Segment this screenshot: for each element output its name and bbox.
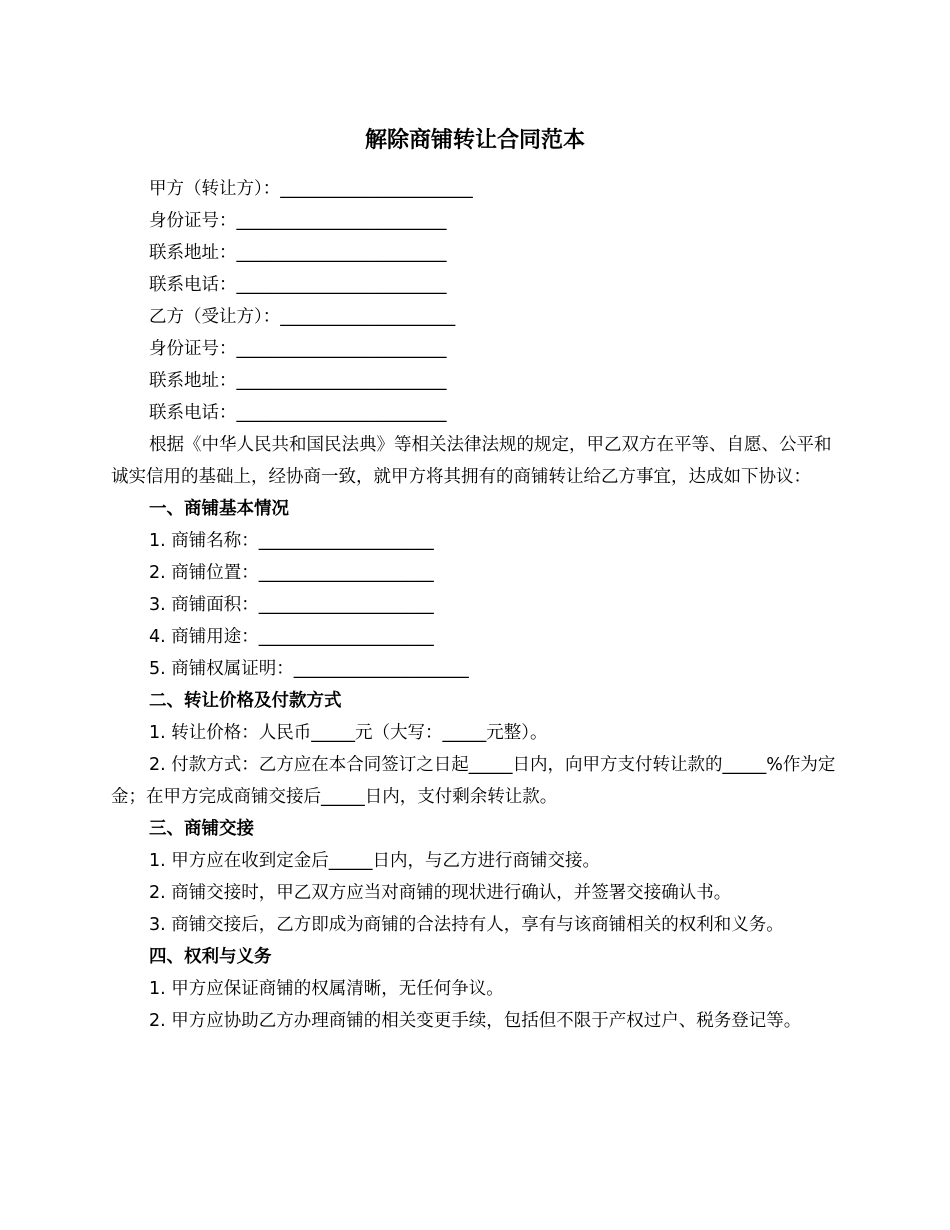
section-item: 3. 商铺面积：____________________ xyxy=(149,595,434,615)
section-heading: 一、商铺基本情况 xyxy=(149,499,289,519)
section-item: 1. 甲方应在收到定金后_____日内，与乙方进行商铺交接。 xyxy=(149,851,601,871)
section-item: 4. 商铺用途：____________________ xyxy=(149,627,434,647)
section-heading: 二、转让价格及付款方式 xyxy=(149,691,342,711)
section-heading: 三、商铺交接 xyxy=(149,819,254,839)
section-item: 1. 甲方应保证商铺的权属清晰，无任何争议。 xyxy=(149,979,504,999)
document-title: 解除商铺转让合同范本 xyxy=(364,128,585,153)
section-item: 5. 商铺权属证明：____________________ xyxy=(149,659,469,679)
party-b-name-line: 乙方（受让方）：____________________ xyxy=(149,307,456,327)
party-b-phone-line: 联系电话：________________________ xyxy=(149,403,447,423)
party-b-address-line: 联系地址：________________________ xyxy=(149,371,447,391)
section-item: 2. 甲方应协助乙方办理商铺的相关变更手续，包括但不限于产权过户、税务登记等。 xyxy=(149,1011,802,1031)
section-item: 1. 商铺名称：____________________ xyxy=(149,531,434,551)
section-heading: 四、权利与义务 xyxy=(149,947,272,967)
party-a-phone-line: 联系电话：________________________ xyxy=(149,275,447,295)
section-item: 1. 转让价格：人民币_____元（大写：_____元整）。 xyxy=(149,723,548,743)
preamble-paragraph: 根据《中华人民共和国民法典》等相关法律法规的规定，甲乙双方在平等、自愿、公平和诚实信用的基础上，经协商一致，就甲方将其拥有的商铺转让给乙方事宜，达成如下协议： xyxy=(111,435,832,487)
party-a-name-line: 甲方（转让方）：______________________ xyxy=(149,179,473,199)
section-item: 2. 商铺交接时，甲乙双方应当对商铺的现状进行确认，并签署交接确认书。 xyxy=(149,883,732,903)
party-a-id-line: 身份证号：________________________ xyxy=(149,211,447,231)
section-item: 2. 商铺位置：____________________ xyxy=(149,563,434,583)
section-item: 2. 付款方式：乙方应在本合同签订之日起_____日内，向甲方支付转让款的_____%作为定金；在甲方完成商铺交接后_____日内，支付剩余转让款。 xyxy=(111,755,836,807)
document-body xyxy=(111,173,841,1037)
party-b-id-line: 身份证号：________________________ xyxy=(149,339,447,359)
section-item: 3. 商铺交接后，乙方即成为商铺的合法持有人，享有与该商铺相关的权利和义务。 xyxy=(149,915,784,935)
party-a-address-line: 联系地址：________________________ xyxy=(149,243,447,263)
